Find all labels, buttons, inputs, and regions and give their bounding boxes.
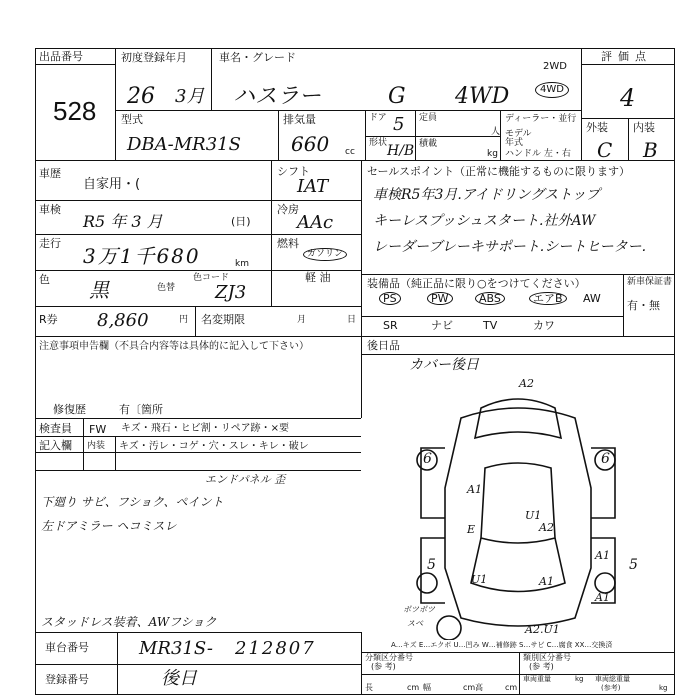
inspection-value: R5 年 3 月 bbox=[83, 212, 163, 231]
diagram-mark-6-left: 6 bbox=[423, 451, 432, 467]
reg-label: 登録番号 bbox=[45, 673, 89, 686]
diagram-mark-5-left: 5 bbox=[427, 557, 436, 573]
model-value: DBA-MR31S bbox=[127, 134, 241, 155]
diagram-mark-a1-right: A1 bbox=[595, 549, 610, 562]
auction-sheet bbox=[35, 48, 675, 695]
later-items-value: カバー後日 bbox=[409, 357, 479, 373]
sales-line-3: レーダーブレーキサポート.シートヒーター. bbox=[373, 239, 647, 255]
diagram-mark-u1-low: U1 bbox=[471, 573, 488, 586]
recycle-unit: 円 bbox=[179, 315, 189, 325]
mileage-value: 3万1千680 bbox=[83, 244, 201, 268]
drive-4wd-circled: 4WD bbox=[535, 82, 569, 98]
warranty-value: 有・無 bbox=[627, 299, 660, 312]
fuel-light-oil: 軽 油 bbox=[305, 271, 331, 284]
diagram-mark-sube: スベ bbox=[407, 619, 423, 628]
car-history-value: 自家用・( bbox=[83, 177, 141, 192]
sales-points-label: セールスポイント（正常に機能するものに限ります） bbox=[367, 165, 631, 178]
note-handwritten-4: スタッドレス装着、AWフショク bbox=[41, 615, 217, 629]
rating-label: 評価点 bbox=[601, 50, 652, 63]
spec-sub: (参 考) bbox=[529, 662, 554, 671]
fuel-gasoline-circled: ガソリン bbox=[303, 248, 347, 261]
model-label: 型式 bbox=[121, 113, 143, 126]
car-name: ハスラー bbox=[233, 84, 322, 109]
color-code-label: 色コード bbox=[193, 273, 230, 283]
color-code-value: ZJ3 bbox=[215, 282, 247, 303]
fuel-label: 燃料 bbox=[277, 237, 299, 250]
diagram-mark-a2-mid: A2 bbox=[539, 521, 554, 534]
displacement-unit: cc bbox=[345, 147, 355, 157]
color-value: 黒 bbox=[89, 278, 109, 302]
capacity-label: 定員 bbox=[419, 113, 438, 123]
width-label: 幅 bbox=[423, 683, 431, 692]
length-label: 長 bbox=[365, 683, 373, 692]
lot-number: 528 bbox=[53, 96, 97, 126]
grade: G bbox=[388, 84, 406, 109]
first-reg-year: 26 bbox=[127, 84, 155, 109]
recycle-amount: 8,860 bbox=[97, 310, 149, 331]
entry-label: 記入欄 bbox=[39, 439, 72, 452]
weight-label: 車両重量 bbox=[523, 675, 551, 683]
load-unit: kg bbox=[487, 149, 498, 159]
displacement-label: 排気量 bbox=[283, 113, 316, 126]
dealer-label: ディーラー・並行 bbox=[505, 114, 577, 124]
total-weight-unit: kg bbox=[659, 684, 668, 692]
car-name-label: 車名・グレード bbox=[219, 51, 296, 64]
recycle-label: R券 bbox=[39, 313, 58, 326]
car-history-label: 車歴 bbox=[39, 167, 61, 180]
class-label: 分類区分番号 bbox=[365, 653, 413, 662]
diagram-legend: A…キズ E…エクボ U…凹み W…補修跡 S…サビ C…腐食 XX…交換済 bbox=[391, 641, 613, 649]
capacity-unit: 人 bbox=[491, 127, 501, 137]
height-label: 高 bbox=[475, 683, 483, 692]
first-reg-label: 初度登録年月 bbox=[121, 51, 187, 64]
interior-note-label: 内装 bbox=[87, 441, 106, 451]
class-sub: (参 考) bbox=[371, 662, 396, 671]
note-handwritten-2: 下廻り サビ、フショク、ペイント bbox=[41, 495, 224, 509]
fw-label: FW bbox=[89, 423, 107, 436]
diagram-mark-a1-rear: A1 bbox=[595, 591, 610, 604]
spec-label: 類別区分番号 bbox=[523, 653, 571, 662]
doors-value: 5 bbox=[393, 114, 405, 135]
weight-unit: kg bbox=[575, 675, 584, 683]
later-items-label: 後日品 bbox=[367, 339, 400, 352]
diagram-mark-6-right: 6 bbox=[601, 451, 610, 467]
interior-items: キズ・汚レ・コゲ・穴・スレ・キレ・破レ bbox=[119, 441, 309, 452]
first-reg-month: 3月 bbox=[175, 86, 205, 107]
shape-value: H/B bbox=[387, 143, 415, 159]
diagram-mark-a1-low: A1 bbox=[539, 575, 554, 588]
interior-value: B bbox=[643, 138, 658, 162]
sales-line-1: 車検R5年3月.アイドリングストップ bbox=[373, 187, 600, 203]
chassis-prefix: MR31S- bbox=[139, 638, 213, 659]
shape-label: 形状 bbox=[369, 138, 388, 148]
drive-2wd: 2WD bbox=[543, 61, 567, 72]
note-handwritten-3: 左ドアミラー ヘコミスレ bbox=[41, 519, 177, 533]
equipment-label: 装備品（純正品に限り○をつけてください） bbox=[367, 277, 586, 290]
equip-pw: PW bbox=[427, 292, 453, 305]
sales-line-2: キーレスプッシュスタート.社外AW bbox=[373, 213, 596, 229]
car-damage-diagram bbox=[361, 378, 675, 640]
inspection-day: (日) bbox=[231, 215, 251, 228]
diagram-mark-a1-left: A1 bbox=[467, 483, 482, 496]
diagram-mark-u1: U1 bbox=[525, 509, 542, 522]
exterior-label: 外装 bbox=[586, 121, 608, 134]
model-year-label: モデル bbox=[505, 129, 532, 139]
load-label: 積載 bbox=[419, 139, 438, 149]
model-year: 年式 bbox=[505, 138, 524, 148]
equip-abs: ABS bbox=[475, 292, 505, 305]
length-unit: cm bbox=[407, 683, 420, 692]
note-handwritten-1: エンドパネル 歪 bbox=[205, 473, 286, 486]
equip-tv: TV bbox=[483, 319, 498, 332]
inspector-label: 検査員 bbox=[39, 422, 72, 435]
aircon-value: AAc bbox=[297, 212, 334, 233]
notes-label: 注意事項申告欄（不具合内容等は具体的に記入して下さい） bbox=[39, 341, 309, 352]
color-change-label: 色替 bbox=[157, 283, 176, 293]
diagram-mark-a2-u1: A2.U1 bbox=[525, 623, 560, 636]
exterior-value: C bbox=[597, 138, 613, 162]
name-change-month: 月 bbox=[297, 315, 307, 325]
diagram-mark-a2-top: A2 bbox=[519, 377, 534, 390]
doors-label: ドア bbox=[369, 113, 387, 123]
fw-items: キズ・飛石・ヒビ割・リペア跡・×要 bbox=[121, 423, 289, 434]
reg-value: 後日 bbox=[161, 668, 197, 689]
name-change-label: 名変期限 bbox=[201, 313, 245, 326]
chassis-number: 212807 bbox=[235, 638, 316, 659]
shift-label: シフト bbox=[277, 165, 310, 178]
repair-value: 有〔箇所 bbox=[119, 403, 163, 416]
lot-label: 出品番号 bbox=[39, 50, 83, 63]
mileage-label: 走行 bbox=[39, 237, 61, 250]
total-weight-sub: (参考) bbox=[601, 684, 621, 692]
interior-label: 内装 bbox=[633, 121, 655, 134]
name-change-day: 日 bbox=[347, 315, 357, 325]
diagram-mark-potsu: ポツポツ bbox=[403, 605, 435, 614]
equip-airbag: エアB bbox=[529, 292, 567, 305]
equip-leather: カワ bbox=[533, 319, 555, 332]
handle-label: ハンドル 左・右 bbox=[505, 149, 571, 159]
diagram-mark-e: E bbox=[467, 523, 476, 536]
chassis-label: 車台番号 bbox=[45, 641, 89, 654]
repair-label: 修復歴 bbox=[53, 403, 86, 416]
color-label: 色 bbox=[39, 273, 50, 286]
displacement-value: 660 bbox=[291, 132, 330, 156]
height-unit: cm bbox=[505, 683, 518, 692]
new-car-warranty-label: 新車保証書 bbox=[627, 277, 673, 287]
inspection-label: 車検 bbox=[39, 203, 61, 216]
equip-sr: SR bbox=[383, 319, 398, 332]
shift-value: IAT bbox=[297, 176, 329, 197]
diagram-mark-5-right: 5 bbox=[629, 557, 638, 573]
rating-value: 4 bbox=[620, 84, 636, 112]
mileage-unit: km bbox=[235, 259, 249, 269]
total-weight-label: 車両総重量 bbox=[595, 675, 630, 683]
equip-navi: ナビ bbox=[431, 319, 453, 332]
equip-aw: AW bbox=[583, 292, 601, 305]
aircon-label: 冷房 bbox=[277, 203, 299, 216]
equip-ps: PS bbox=[379, 292, 401, 305]
width-unit: cm bbox=[463, 683, 476, 692]
drive-value: 4WD bbox=[455, 84, 510, 109]
